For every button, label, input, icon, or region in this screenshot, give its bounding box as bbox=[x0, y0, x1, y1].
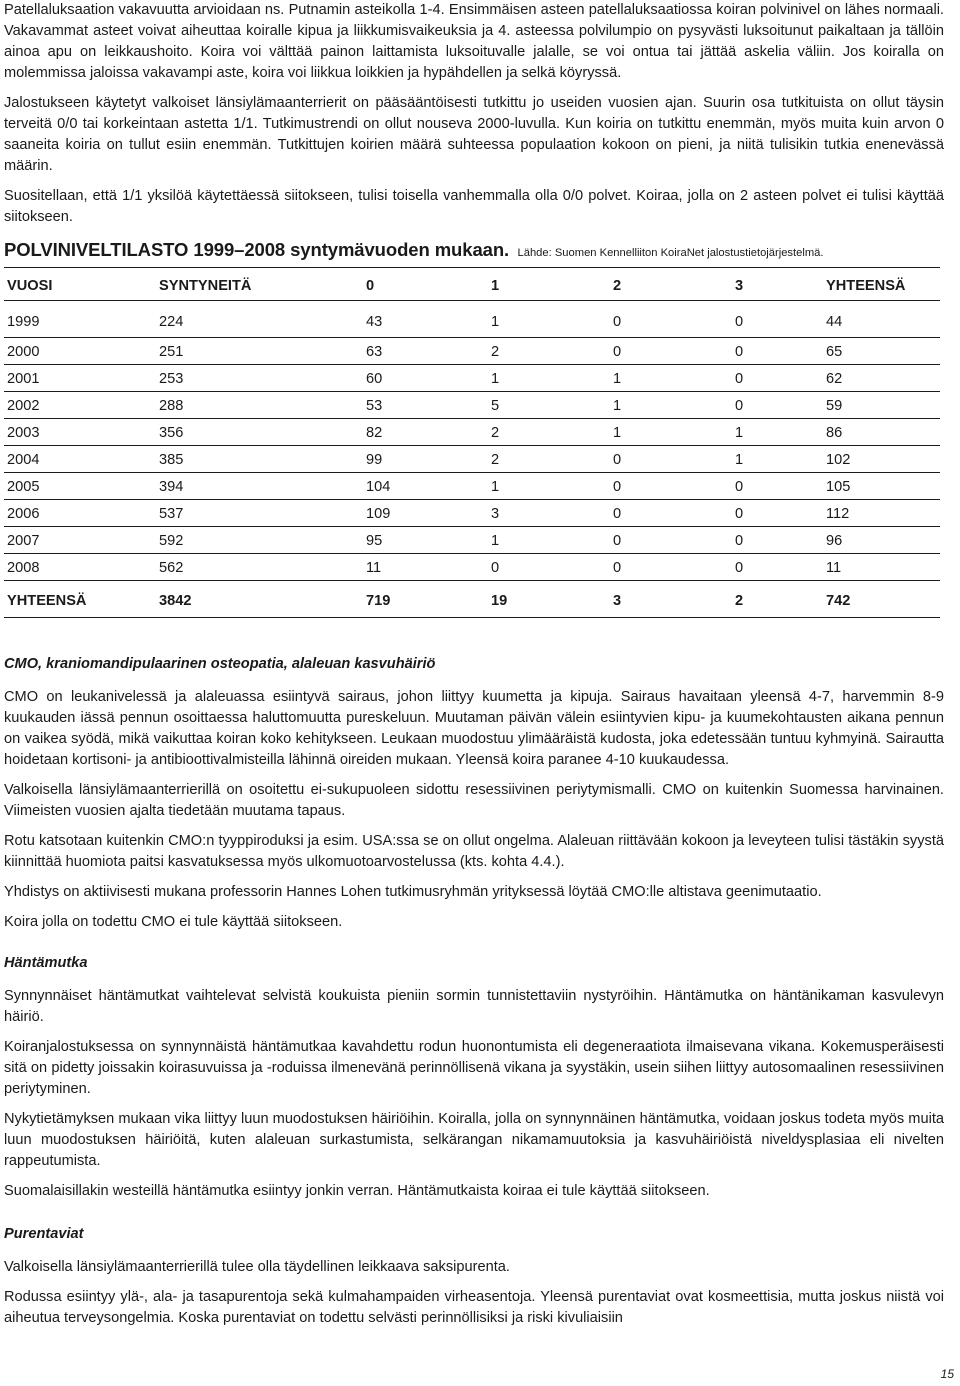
table-cell: 43 bbox=[366, 301, 491, 338]
table-cell: 2 bbox=[491, 446, 613, 473]
table-cell: 253 bbox=[159, 365, 366, 392]
table-cell: 2005 bbox=[4, 473, 159, 500]
total-cell: 3842 bbox=[159, 581, 366, 618]
teeth-paragraph-1: Valkoisella länsiylämaanterrierillä tulee olla täydellinen leikkaava saksipurenta. bbox=[4, 1259, 510, 1275]
table-cell: 0 bbox=[735, 338, 826, 365]
table-cell: 105 bbox=[826, 473, 940, 500]
intro-paragraph-1: Patellaluksaation vakavuutta arvioidaan ns. Putnamin asteikolla 1-4. Ensimmäisen asteen patellaluksaatiossa koiran polvinivel on lähes normaali. Vakavammat asteet voivat aiheuttaa koiralle kipua ja liikkumisvaikeuksia ja 4. asteessa polvilumpio on pysyvästi luksoitunut paikaltaan ja tällöin ainoa apu on leikkaushoito. Koira voi välttää painon laittamista luksoituvalle jalalle, se voi ontua tai jättää askelia väliin. Jos koiralla on molemmissa jaloissa vakavampi aste, koira voi liikkua loikkien ja hypähdellen ja selkä köyryssä. bbox=[4, 2, 944, 81]
table-cell: 60 bbox=[366, 365, 491, 392]
cmo-paragraph-3: Rotu katsotaan kuitenkin CMO:n tyyppiroduksi ja esim. USA:ssa se on ollut ongelma. Alaleuan riittävään kokoon ja leveyteen tulisi tästäkin syystä kiinnittää huomiota paitsi kasvatuksessa myös ulkomuotoarvostelussa (kts. kohta 4.4.). bbox=[4, 833, 944, 870]
header-born: SYNTYNEITÄ bbox=[159, 268, 366, 301]
stats-title-main: POLVINIVELTILASTO 1999–2008 syntymävuoden mukaan. bbox=[4, 239, 510, 260]
table-cell: 562 bbox=[159, 554, 366, 581]
table-row bbox=[4, 365, 940, 392]
table-cell: 53 bbox=[366, 392, 491, 419]
table-cell: 1999 bbox=[4, 301, 159, 338]
table-cell: 82 bbox=[366, 419, 491, 446]
table-cell: 0 bbox=[735, 527, 826, 554]
table-cell: 537 bbox=[159, 500, 366, 527]
cmo-paragraph-1: CMO on leukanivelessä ja alaleuassa esiintyvä sairaus, johon liittyy kuumetta ja kipuja. Sairaus havaitaan yleensä 4-7, harvemmin 8-9 kuukauden iässä pennun osoittaessa haluttomuutta pureskeluun. Muutaman päivän välein esiintyvien kipu- ja kuumekohtausten aikana pennun on vaikea syödä, mikä vaikuttaa koiran koko kehitykseen. Leukaan muodostuu ylimääräistä kudosta, joka edetessään tuntuu kyhmyinä. Sairautta hoidetaan kortisoni- ja antibioottivalmisteilla lähinnä oireiden mukaan. Yleensä koira paranee 4-10 kuukaudessa. bbox=[4, 689, 944, 768]
table-cell: 5 bbox=[491, 392, 613, 419]
table-row bbox=[4, 338, 940, 365]
table-cell: 2007 bbox=[4, 527, 159, 554]
stats-title bbox=[4, 239, 944, 261]
table-row bbox=[4, 554, 940, 581]
cmo-paragraph-2: Valkoisella länsiylämaanterrierillä on osoitettu ei-sukupuoleen sidottu resessiivinen periytymismalli. CMO on kuitenkin Suomessa harvinainen. Viimeisten vuosien ajalta tiedetään muutama tapaus. bbox=[4, 782, 944, 819]
table-cell: 86 bbox=[826, 419, 940, 446]
table-cell: 2008 bbox=[4, 554, 159, 581]
table-cell: 251 bbox=[159, 338, 366, 365]
table-cell: 592 bbox=[159, 527, 366, 554]
table-cell: 102 bbox=[826, 446, 940, 473]
table-cell: 2 bbox=[491, 419, 613, 446]
table-row bbox=[4, 301, 940, 338]
table-cell: 0 bbox=[735, 392, 826, 419]
table-header-row bbox=[4, 268, 940, 301]
table-cell: 0 bbox=[735, 301, 826, 338]
table-cell: 1 bbox=[735, 419, 826, 446]
table-row bbox=[4, 446, 940, 473]
table-cell: 0 bbox=[735, 554, 826, 581]
tail-heading: Häntämutka bbox=[4, 955, 88, 971]
table-cell: 385 bbox=[159, 446, 366, 473]
intro-paragraph-2: Jalostukseen käytetyt valkoiset länsiylämaanterrierit on pääsääntöisesti tutkittu jo useiden vuosien ajan. Suurin osa tutkituista on ollut täysin terveitä 0/0 tai korkeintaan astetta 1/1. Tutkimustrendi on ollut nouseva 2000-luvulla. Kun koiria on tutkittu enemmän, myös muita kuin arvon 0 saaneita koiria on tullut esiin enemmän. Tutkittujen koirien määrä suhteessa populaation kokoon on pieni, ja niitä tulisikin tutkia enenevässä määrin. bbox=[4, 95, 944, 174]
table-cell: 11 bbox=[826, 554, 940, 581]
table-cell: 1 bbox=[735, 446, 826, 473]
cmo-heading: CMO, kraniomandipulaarinen osteopatia, alaleuan kasvuhäiriö bbox=[4, 656, 436, 672]
table-cell: 2002 bbox=[4, 392, 159, 419]
header-total: YHTEENSÄ bbox=[826, 268, 940, 301]
table-cell: 65 bbox=[826, 338, 940, 365]
table-cell: 59 bbox=[826, 392, 940, 419]
table-row bbox=[4, 527, 940, 554]
table-cell: 2004 bbox=[4, 446, 159, 473]
teeth-paragraph-2: Rodussa esiintyy ylä-, ala- ja tasapurentoja sekä kulmahampaiden virheasentoja. Yleensä purentaviat ovat kosmeettisia, mutta joskus niistä voi aiheutua terveysongelmia. Koska purentaviat on todettu selvästi perinnöllisiksi ja riski kivuliaisiin bbox=[4, 1289, 944, 1326]
table-row bbox=[4, 473, 940, 500]
table-row bbox=[4, 419, 940, 446]
tail-paragraph-4: Suomalaisillakin westeillä häntämutka esiintyy jonkin verran. Häntämutkaista koiraa ei tule käyttää siitokseen. bbox=[4, 1183, 710, 1199]
table-cell: 2 bbox=[491, 338, 613, 365]
table-cell: 0 bbox=[613, 500, 735, 527]
table-cell: 0 bbox=[491, 554, 613, 581]
table-cell: 0 bbox=[613, 527, 735, 554]
teeth-heading: Purentaviat bbox=[4, 1226, 84, 1242]
header-year: VUOSI bbox=[4, 268, 159, 301]
table-cell: 0 bbox=[735, 500, 826, 527]
table-cell: 356 bbox=[159, 419, 366, 446]
table-totals-row bbox=[4, 581, 940, 618]
table-cell: 1 bbox=[613, 392, 735, 419]
table-row bbox=[4, 392, 940, 419]
table-cell: 0 bbox=[735, 473, 826, 500]
cmo-paragraph-5: Koira jolla on todettu CMO ei tule käyttää siitokseen. bbox=[4, 914, 343, 930]
table-row bbox=[4, 500, 940, 527]
total-cell: 719 bbox=[366, 581, 491, 618]
table-cell: 1 bbox=[491, 365, 613, 392]
table-cell: 1 bbox=[613, 365, 735, 392]
table-cell: 0 bbox=[613, 473, 735, 500]
table-cell: 2003 bbox=[4, 419, 159, 446]
total-cell: 19 bbox=[491, 581, 613, 618]
table-cell: 11 bbox=[366, 554, 491, 581]
header-grade-2: 2 bbox=[613, 268, 735, 301]
table-cell: 44 bbox=[826, 301, 940, 338]
table-cell: 62 bbox=[826, 365, 940, 392]
table-cell: 109 bbox=[366, 500, 491, 527]
total-cell: 3 bbox=[613, 581, 735, 618]
header-grade-3: 3 bbox=[735, 268, 826, 301]
intro-paragraph-3: Suositellaan, että 1/1 yksilöä käytettäessä siitokseen, tulisi toisella vanhemmalla olla 0/0 polvet. Koiraa, jolla on 2 asteen polvet ei tulisi käyttää siitokseen. bbox=[4, 188, 944, 225]
header-grade-1: 1 bbox=[491, 268, 613, 301]
tail-paragraph-3: Nykytietämyksen mukaan vika liittyy luun muodostuksen häiriöihin. Koiralla, jolla on synnynnäinen häntämutka, voidaan joskus todeta myös muita luun muodostuksen häiriöitä, kuten alaleuan surkastumista, selkärangan nikamamuutoksia ja kasvuhäiriöistä niveldysplasiaa eli nivelten rappeutumista. bbox=[4, 1111, 944, 1169]
table-cell: 0 bbox=[613, 446, 735, 473]
table-cell: 95 bbox=[366, 527, 491, 554]
total-cell: 742 bbox=[826, 581, 940, 618]
table-cell: 96 bbox=[826, 527, 940, 554]
total-cell: YHTEENSÄ bbox=[4, 581, 159, 618]
table-cell: 394 bbox=[159, 473, 366, 500]
header-grade-0: 0 bbox=[366, 268, 491, 301]
stats-source: Lähde: Suomen Kennelliiton KoiraNet jalostustietojärjestelmä. bbox=[517, 247, 824, 259]
table-cell: 224 bbox=[159, 301, 366, 338]
tail-paragraph-2: Koiranjalostuksessa on synnynnäistä häntämutkaa kavahdettu rodun huonontumista eli degeneraatiota ilmaisevana vikana. Kokemusperäisesti sitä on pidetty joissakin koirasuvuissa ja -roduissa ilmenevänä perinnöllisenä vikana ja syystäkin, usein siihen liittyy autosomaalinen resessiivinen periytyminen. bbox=[4, 1039, 944, 1097]
total-cell: 2 bbox=[735, 581, 826, 618]
stats-table bbox=[4, 267, 940, 618]
table-cell: 112 bbox=[826, 500, 940, 527]
table-cell: 2001 bbox=[4, 365, 159, 392]
table-cell: 0 bbox=[735, 365, 826, 392]
table-cell: 288 bbox=[159, 392, 366, 419]
table-cell: 2000 bbox=[4, 338, 159, 365]
table-cell: 1 bbox=[491, 527, 613, 554]
table-cell: 63 bbox=[366, 338, 491, 365]
cmo-paragraph-4: Yhdistys on aktiivisesti mukana professorin Hannes Lohen tutkimusryhmän yrityksessä löytää CMO:lle altistava geenimutaatio. bbox=[4, 884, 822, 900]
table-cell: 3 bbox=[491, 500, 613, 527]
table-cell: 0 bbox=[613, 554, 735, 581]
table-cell: 1 bbox=[491, 473, 613, 500]
table-cell: 1 bbox=[491, 301, 613, 338]
document-page bbox=[4, 0, 944, 1329]
table-body bbox=[4, 301, 940, 581]
page-number: 15 bbox=[940, 1367, 954, 1381]
tail-paragraph-1: Synnynnäiset häntämutkat vaihtelevat selvistä koukuista pieniin sormin tunnistettaviin nystyröihin. Häntämutka on häntänikaman kasvulevyn häiriö. bbox=[4, 988, 944, 1025]
table-cell: 104 bbox=[366, 473, 491, 500]
table-cell: 99 bbox=[366, 446, 491, 473]
table-cell: 1 bbox=[613, 419, 735, 446]
table-cell: 0 bbox=[613, 338, 735, 365]
table-cell: 0 bbox=[613, 301, 735, 338]
table-cell: 2006 bbox=[4, 500, 159, 527]
